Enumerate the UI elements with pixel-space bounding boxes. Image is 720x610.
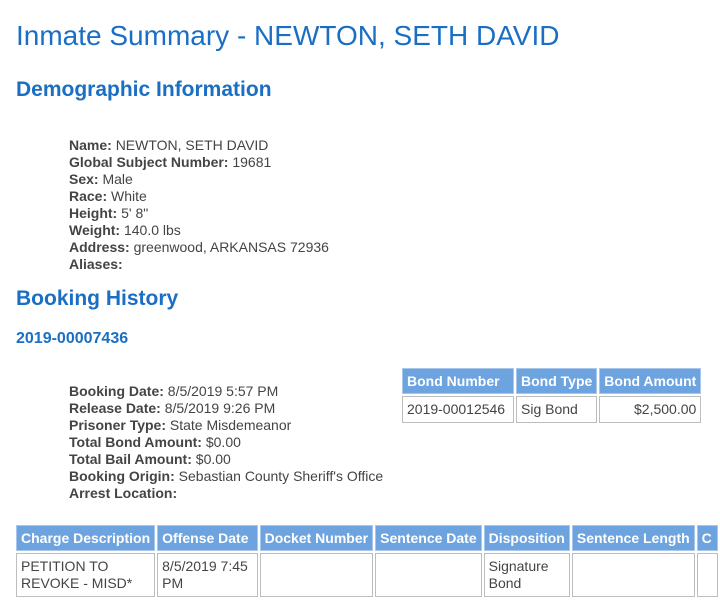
field-label: Height: — [69, 205, 118, 221]
field-value: 8/5/2019 9:26 PM — [164, 400, 276, 416]
field-label: Total Bond Amount: — [69, 434, 202, 450]
charge-description-header: Charge Description — [16, 525, 155, 551]
booking-date-field — [69, 383, 383, 400]
charge-description-cell: PETITION TO REVOKE - MISD* — [16, 553, 155, 597]
field-label: Race: — [69, 188, 108, 204]
truncated-column-header: C — [697, 525, 718, 551]
global-subject-number-field — [69, 154, 329, 171]
sex-field — [69, 171, 329, 188]
docket-number-cell — [260, 553, 374, 597]
weight-field — [69, 222, 329, 239]
sentence-length-cell — [572, 553, 695, 597]
field-label: Prisoner Type: — [69, 417, 166, 433]
bond-amount-cell: $2,500.00 — [599, 396, 701, 423]
field-value: 19681 — [232, 154, 272, 170]
disposition-cell: Signature Bond — [484, 553, 570, 597]
field-label: Sex: — [69, 171, 99, 187]
bond-table-header-row — [402, 368, 701, 394]
bond-table — [400, 366, 703, 425]
field-label: Total Bail Amount: — [69, 451, 192, 467]
field-label: Weight: — [69, 222, 121, 238]
table-row — [16, 553, 718, 597]
field-label: Arrest Location: — [69, 485, 178, 501]
docket-number-header: Docket Number — [260, 525, 374, 551]
field-value: 8/5/2019 5:57 PM — [167, 383, 279, 399]
booking-fields — [69, 383, 383, 502]
field-value: NEWTON, SETH DAVID — [115, 137, 269, 153]
booking-number: 2019-00007436 — [16, 330, 129, 347]
field-value: 140.0 lbs — [123, 222, 181, 238]
field-label: Booking Origin: — [69, 468, 175, 484]
disposition-header: Disposition — [484, 525, 570, 551]
sentence-date-header: Sentence Date — [375, 525, 481, 551]
bond-type-cell: Sig Bond — [516, 396, 597, 423]
total-bond-amount-field — [69, 434, 383, 451]
release-date-field — [69, 400, 383, 417]
name-field — [69, 137, 329, 154]
offense-date-cell: 8/5/2019 7:45 PM — [157, 553, 257, 597]
booking-history-heading: Booking History — [16, 287, 179, 310]
field-value: greenwood, ARKANSAS 72936 — [133, 239, 329, 255]
charge-table-header-row — [16, 525, 718, 551]
bond-number-cell: 2019-00012546 — [402, 396, 514, 423]
bond-amount-header: Bond Amount — [599, 368, 701, 394]
bond-type-header: Bond Type — [516, 368, 597, 394]
charge-table — [14, 523, 720, 599]
table-row — [402, 396, 701, 423]
field-value: White — [111, 188, 147, 204]
address-field — [69, 239, 329, 256]
offense-date-header: Offense Date — [157, 525, 257, 551]
field-value: Male — [102, 171, 133, 187]
field-value: Sebastian County Sheriff's Office — [178, 468, 384, 484]
field-label: Release Date: — [69, 400, 161, 416]
field-label: Aliases: — [69, 256, 123, 272]
booking-origin-field — [69, 468, 383, 485]
truncated-column-cell — [697, 553, 718, 597]
demographic-information-heading: Demographic Information — [16, 78, 272, 101]
field-label: Booking Date: — [69, 383, 164, 399]
aliases-field — [69, 256, 329, 273]
field-label: Address: — [69, 239, 130, 255]
field-value: $0.00 — [195, 451, 231, 467]
race-field — [69, 188, 329, 205]
field-value: 5' 8" — [121, 205, 149, 221]
bond-number-header: Bond Number — [402, 368, 514, 394]
field-label: Name: — [69, 137, 112, 153]
total-bail-amount-field — [69, 451, 383, 468]
page-title: Inmate Summary - NEWTON, SETH DAVID — [16, 20, 560, 51]
sentence-length-header: Sentence Length — [572, 525, 695, 551]
arrest-location-field — [69, 485, 383, 502]
prisoner-type-field — [69, 417, 383, 434]
field-label: Global Subject Number: — [69, 154, 229, 170]
height-field — [69, 205, 329, 222]
sentence-date-cell — [375, 553, 481, 597]
demographic-fields — [69, 137, 329, 273]
field-value: State Misdemeanor — [169, 417, 292, 433]
field-value: $0.00 — [205, 434, 241, 450]
